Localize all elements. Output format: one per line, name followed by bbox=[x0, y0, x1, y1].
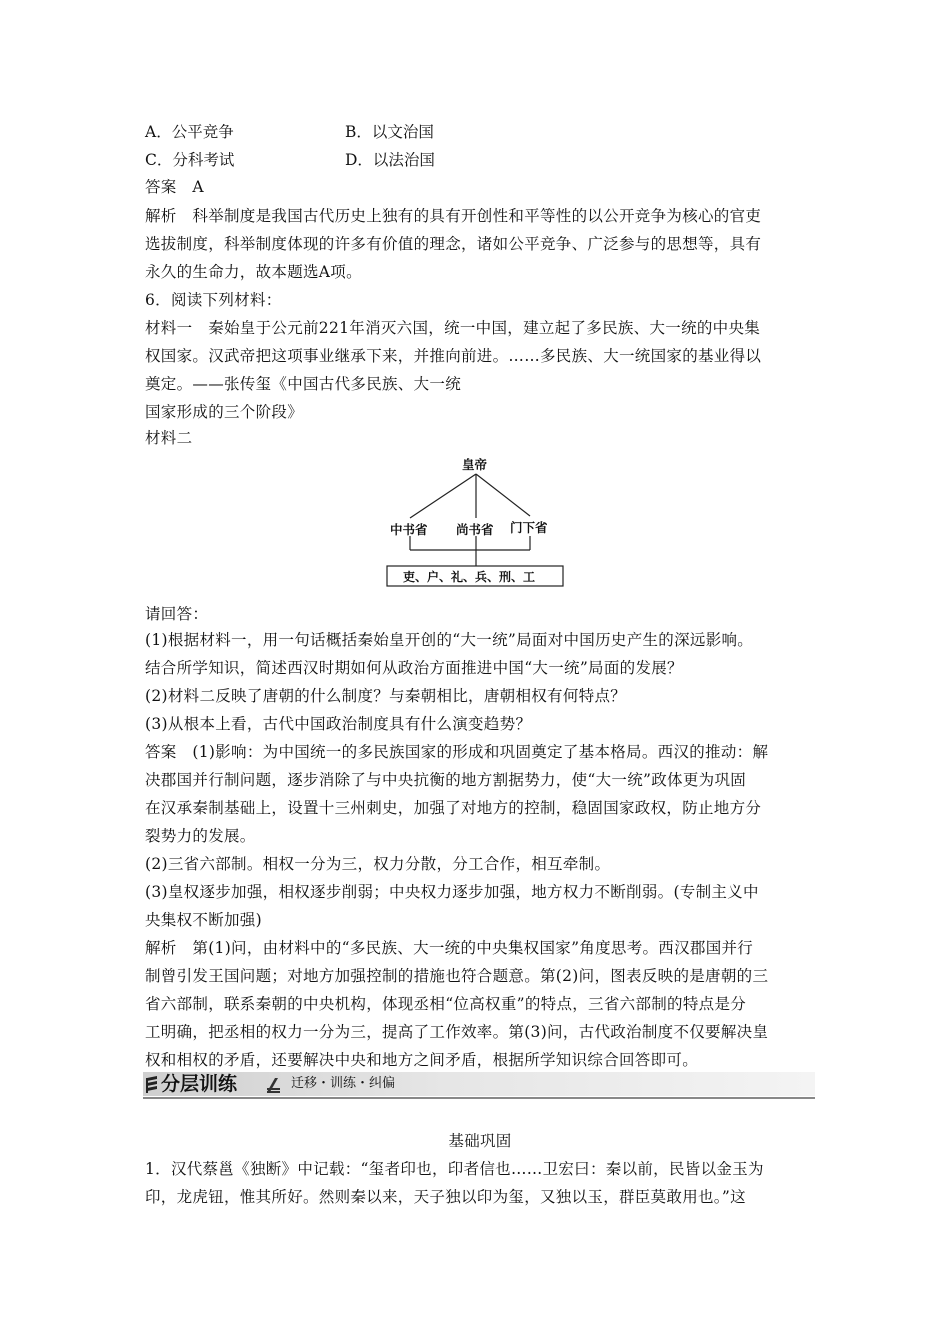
q6-answer-line: (2)三省六部制。相权一分为三，权力分散，分工合作，相互牵制。 bbox=[145, 855, 611, 873]
q6-answer-line: 在汉承秦制基础上，设置十三州刺史，加强了对地方的控制，稳固国家政权，防止地方分 bbox=[145, 799, 762, 817]
question-line: (1)根据材料一，用一句话概括秦始皇开创的“大一统”局面对中国历史产生的深远影响。 bbox=[145, 631, 754, 649]
question-line: (3)从根本上看，古代中国政治制度具有什么演变趋势？ bbox=[145, 715, 532, 733]
q1-line: 1．汉代蔡邕《独断》中记载：“玺者印也，印者信也……卫宏曰：秦以前，民皆以金玉为 bbox=[145, 1160, 764, 1178]
material2-label: 材料二 bbox=[145, 429, 193, 447]
q6-analysis-line: 权和相权的矛盾，还要解决中央和地方之间矛盾，根据所学知识综合回答即可。 bbox=[145, 1051, 699, 1069]
q5-analysis-line: 永久的生命力，故本题选A项。 bbox=[145, 263, 362, 281]
section-rule bbox=[143, 1097, 815, 1099]
q5-answer: 答案 A bbox=[145, 178, 204, 196]
option-a: A．公平竞争 bbox=[145, 123, 234, 141]
q5-analysis-line: 解析 科举制度是我国古代历史上独有的具有开创性和平等性的以公开竞争为核心的官吏 bbox=[145, 207, 762, 225]
zhongshu-label: 中书省 bbox=[390, 522, 428, 537]
emperor-label: 皇帝 bbox=[462, 457, 488, 472]
option-c: C．分科考试 bbox=[145, 151, 235, 169]
material1-line: 奠定。——张传玺《中国古代多民族、大一统 bbox=[145, 375, 462, 393]
option-d: D．以法治国 bbox=[345, 151, 435, 169]
q5-analysis-line: 选拔制度，科举制度体现的许多有价值的理念，诸如公平竞争、广泛参与的思想等，具有 bbox=[145, 235, 762, 253]
q6-answer-line: 裂势力的发展。 bbox=[145, 827, 256, 845]
q6-stem: 6．阅读下列材料： bbox=[145, 291, 282, 309]
material1-line: 国家形成的三个阶段》 bbox=[145, 403, 304, 421]
slash-stripes-icon bbox=[265, 1076, 281, 1094]
q6-answer-line: 央集权不断加强) bbox=[145, 911, 262, 929]
section-header-background bbox=[143, 1072, 815, 1096]
question-line: 请回答： bbox=[145, 605, 209, 623]
q6-analysis-line: 工明确，把丞相的权力一分为三，提高了工作效率。第(3)问，古代政治制度不仅要解决皇 bbox=[145, 1023, 769, 1041]
question-line: (2)材料二反映了唐朝的什么制度？与秦朝相比，唐朝相权有何特点？ bbox=[145, 687, 627, 705]
q6-answer-line: 答案 (1)影响：为中国统一的多民族国家的形成和巩固奠定了基本格局。西汉的推动：解 bbox=[145, 743, 769, 761]
question-line: 结合所学知识，简述西汉时期如何从政治方面推进中国“大一统”局面的发展？ bbox=[145, 659, 683, 677]
material1-line: 权国家。汉武帝把这项事业继承下来，并推向前进。……多民族、大一统国家的基业得以 bbox=[145, 347, 762, 365]
subsection-title: 基础巩固 bbox=[448, 1132, 512, 1150]
material1-line: 材料一 秦始皇于公元前221年消灭六国，统一中国，建立起了多民族、大一统的中央集 bbox=[145, 319, 761, 337]
section-title: 分层训练 bbox=[161, 1073, 238, 1095]
q6-analysis-line: 省六部制，联系秦朝的中央机构，体现丞相“位高权重”的特点，三省六部制的特点是分 bbox=[145, 995, 747, 1013]
shangshu-label: 尚书省 bbox=[456, 522, 494, 537]
section-header bbox=[143, 1070, 815, 1100]
menxia-label: 门下省 bbox=[510, 520, 548, 535]
option-b: B．以文治国 bbox=[345, 123, 434, 141]
q1-line: 印，龙虎钮，惟其所好。然则秦以来，天子独以印为玺，又独以玉，群臣莫敢用也。”这 bbox=[145, 1188, 746, 1206]
stripes-icon bbox=[145, 1076, 157, 1094]
six-ministries-label: 吏、户、礼、兵、刑、工 bbox=[403, 570, 536, 584]
q6-analysis-line: 解析 第(1)问，由材料中的“多民族、大一统的中央集权国家”角度思考。西汉郡国并行 bbox=[145, 939, 754, 957]
q6-analysis-line: 制曾引发王国问题；对地方加强控制的措施也符合题意。第(2)问，图表反映的是唐朝的三 bbox=[145, 967, 769, 985]
q6-answer-line: (3)皇权逐步加强，相权逐步削弱；中央权力逐步加强，地方权力不断削弱。(专制主义中 bbox=[145, 883, 759, 901]
section-subtitle: 迁移・训练・纠偏 bbox=[291, 1076, 396, 1091]
q6-answer-line: 决郡国并行制问题，逐步消除了与中央抗衡的地方割据势力，使“大一统”政体更为巩固 bbox=[145, 771, 747, 789]
three-departments-diagram bbox=[380, 452, 570, 592]
